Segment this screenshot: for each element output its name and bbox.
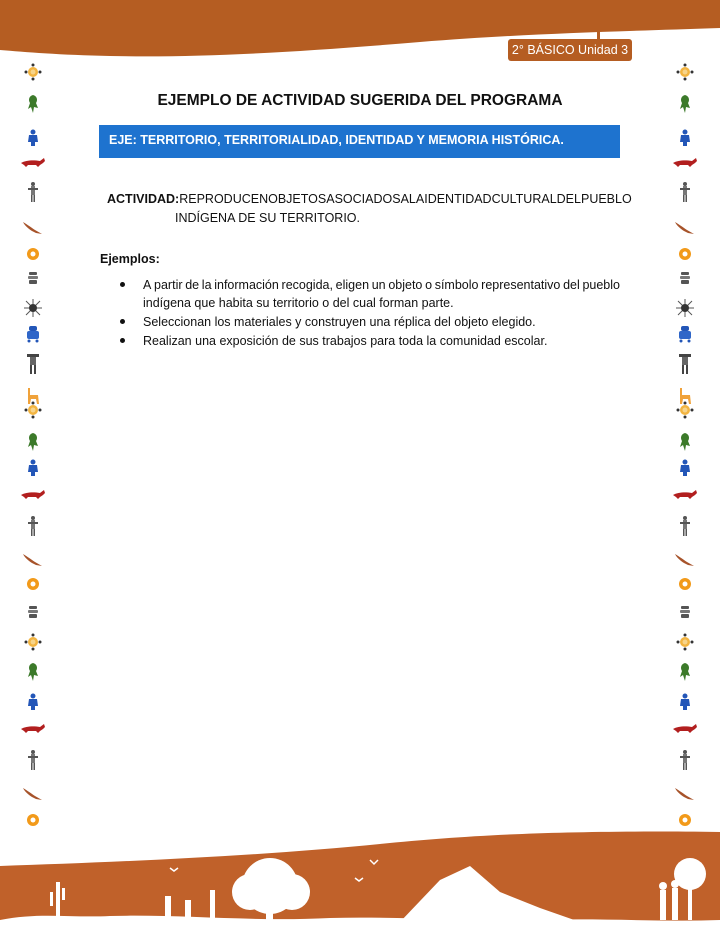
blue-mask-icon <box>18 324 48 344</box>
condor-icon <box>670 784 700 804</box>
standing-figure-icon <box>18 354 48 374</box>
black-sun-icon <box>670 298 700 318</box>
red-fox-icon <box>18 484 48 504</box>
actividad-label: ACTIVIDAD: <box>107 192 180 206</box>
actividad-line2: INDÍGENA DE SU TERRITORIO. <box>175 211 360 225</box>
list-item-word: de <box>185 278 200 292</box>
list-item-line2: indígena que habita su territorio o del cual forman parte. <box>143 296 454 310</box>
list-item-word: recogida, <box>281 278 333 292</box>
list-item-word: símbolo <box>434 278 479 292</box>
clay-pot-icon <box>18 602 48 622</box>
sun-face-icon <box>670 400 700 420</box>
ejemplos-list <box>118 276 620 351</box>
orange-flower-icon <box>670 244 700 264</box>
eje-text: EJE: TERRITORIO, TERRITORIALIDAD, IDENTIDAD Y MEMORIA HISTÓRICA. <box>109 133 564 147</box>
actividad-word: DEL <box>556 192 581 206</box>
list-item-word: partir <box>154 278 183 292</box>
frog-icon <box>670 662 700 682</box>
list-item-word: o <box>425 278 433 292</box>
orange-flower-icon <box>670 574 700 594</box>
frog-icon <box>18 662 48 682</box>
list-item <box>118 332 620 350</box>
orange-flower-icon <box>18 574 48 594</box>
orange-flower-icon <box>18 810 48 830</box>
actividad-block <box>107 190 632 228</box>
frog-icon <box>670 432 700 452</box>
list-item-word: representativo <box>481 278 561 292</box>
red-fox-icon <box>670 718 700 738</box>
blue-figure-icon <box>670 692 700 712</box>
red-fox-icon <box>670 484 700 504</box>
actividad-word: CULTURAL <box>491 192 557 206</box>
red-fox-icon <box>18 718 48 738</box>
unit-badge: 2° BÁSICO Unidad 3 <box>508 39 632 61</box>
list-item-word: información <box>214 278 279 292</box>
sun-face-icon <box>18 62 48 82</box>
clay-pot-icon <box>670 268 700 288</box>
bullet-icon <box>120 319 125 324</box>
red-fox-icon <box>670 152 700 172</box>
list-item-text: Seleccionan los materiales y construyen una réplica del objeto elegido. <box>143 315 536 329</box>
condor-icon <box>670 218 700 238</box>
eje-banner <box>99 125 620 158</box>
blue-figure-icon <box>18 128 48 148</box>
blue-mask-icon <box>670 324 700 344</box>
footer-landscape-banner <box>0 830 720 932</box>
orange-flower-icon <box>670 810 700 830</box>
list-item <box>118 276 620 312</box>
actividad-word: LA <box>408 192 425 206</box>
standing-figure-icon <box>670 354 700 374</box>
totem-figure-icon <box>670 750 700 770</box>
condor-icon <box>670 550 700 570</box>
totem-figure-icon <box>18 516 48 536</box>
actividad-word: REPRODUCEN <box>179 192 269 206</box>
ejemplos-heading: Ejemplos: <box>100 252 160 266</box>
sun-face-icon <box>670 632 700 652</box>
blue-figure-icon <box>670 128 700 148</box>
sun-face-icon <box>18 632 48 652</box>
actividad-word: A <box>400 192 409 206</box>
actividad-word: PUEBLO <box>580 192 632 206</box>
clay-pot-icon <box>670 602 700 622</box>
blue-figure-icon <box>670 458 700 478</box>
frog-icon <box>18 432 48 452</box>
red-fox-icon <box>18 152 48 172</box>
actividad-word: IDENTIDAD <box>424 192 492 206</box>
list-item-word: la <box>201 278 212 292</box>
list-item <box>118 313 620 331</box>
list-item-word: del <box>563 278 580 292</box>
actividad-word: OBJETOS <box>268 192 327 206</box>
orange-flower-icon <box>18 244 48 264</box>
blue-figure-icon <box>18 692 48 712</box>
list-item-text: Realizan una exposición de sus trabajos para toda la comunidad escolar. <box>143 334 548 348</box>
list-item-line1 <box>143 276 620 294</box>
condor-icon <box>18 550 48 570</box>
sun-face-icon <box>18 400 48 420</box>
list-item-word: A <box>143 278 152 292</box>
actividad-line1 <box>107 190 632 209</box>
totem-figure-icon <box>18 182 48 202</box>
blue-figure-icon <box>18 458 48 478</box>
bullet-icon <box>120 282 125 287</box>
condor-icon <box>18 218 48 238</box>
totem-figure-icon <box>670 182 700 202</box>
list-item-word: un <box>371 278 386 292</box>
totem-figure-icon <box>670 516 700 536</box>
actividad-word: ASOCIADOS <box>326 192 401 206</box>
condor-icon <box>18 784 48 804</box>
bullet-icon <box>120 338 125 343</box>
totem-figure-icon <box>18 750 48 770</box>
black-sun-icon <box>18 298 48 318</box>
list-item-word: pueblo <box>582 278 620 292</box>
list-item-word: eligen <box>335 278 370 292</box>
sun-face-icon <box>670 62 700 82</box>
clay-pot-icon <box>18 268 48 288</box>
page-title: EJEMPLO DE ACTIVIDAD SUGERIDA DEL PROGRAMA <box>157 92 563 109</box>
list-item-word: objeto <box>388 278 423 292</box>
